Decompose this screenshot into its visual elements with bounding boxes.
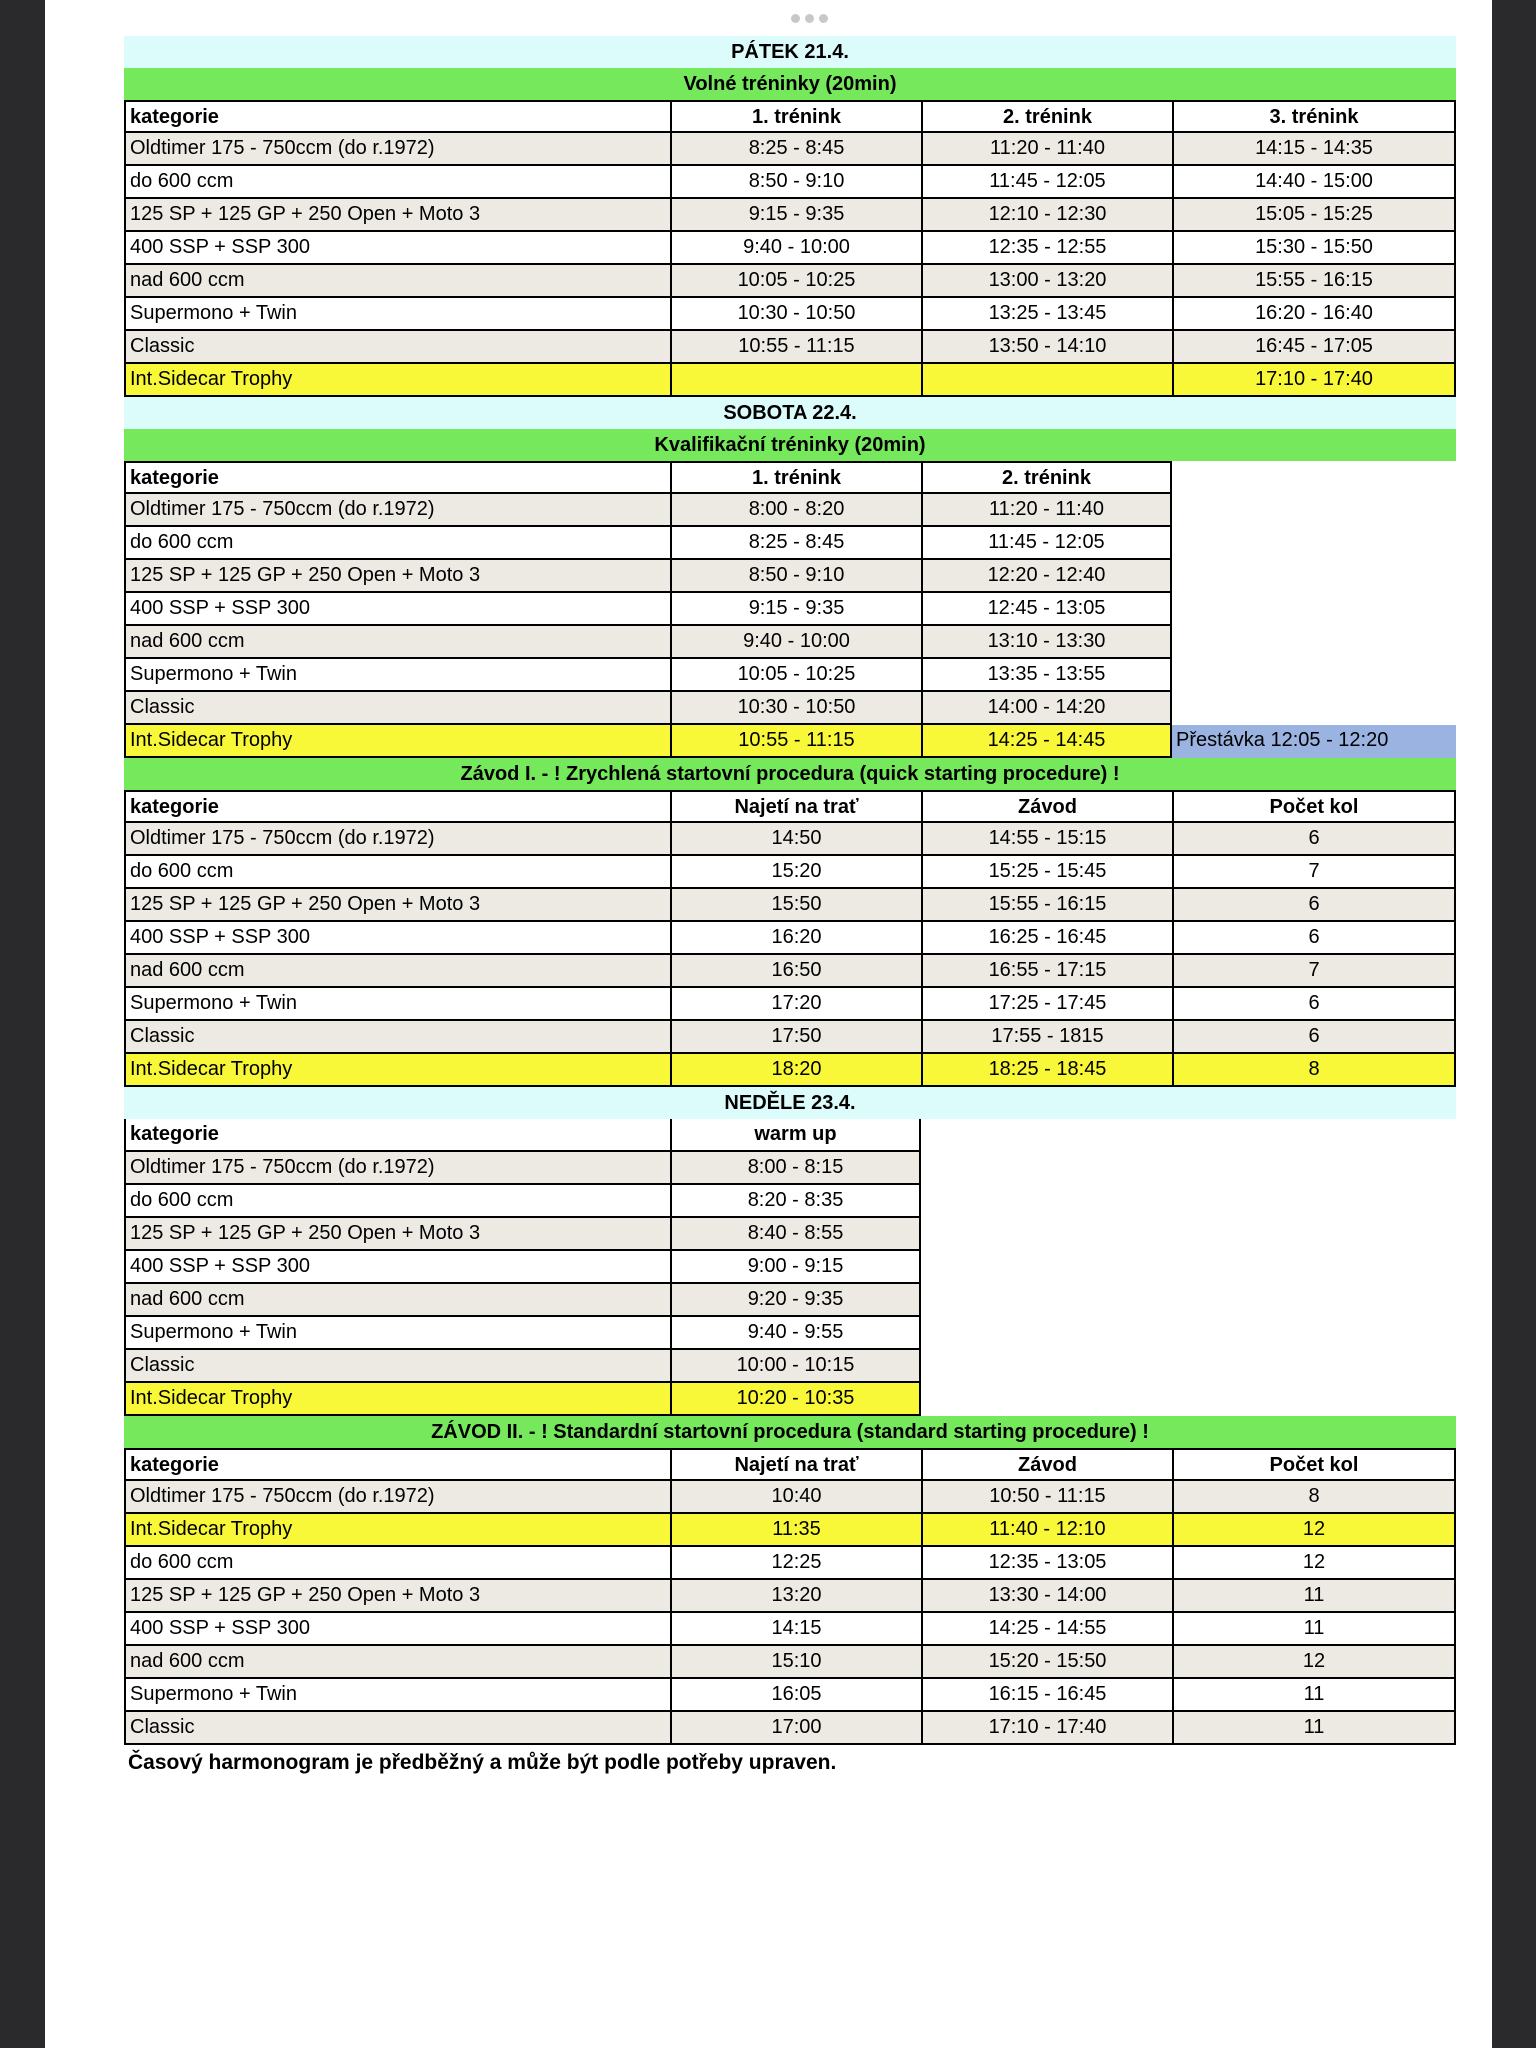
time-cell: 13:25 - 13:45 [921, 298, 1172, 331]
time-cell: 11:20 - 11:40 [921, 133, 1172, 166]
category-cell: Oldtimer 175 - 750ccm (do r.1972) [124, 133, 670, 166]
time-cell: 11:45 - 12:05 [921, 166, 1172, 199]
category-cell: Oldtimer 175 - 750ccm (do r.1972) [124, 1152, 670, 1185]
table-row [124, 988, 1456, 1021]
time-cell: 9:20 - 9:35 [670, 1284, 921, 1317]
time-cell: 10:50 - 11:15 [921, 1481, 1172, 1514]
time-cell: 11:40 - 12:10 [921, 1514, 1172, 1547]
table-row [124, 1580, 1456, 1613]
table-row [124, 265, 1456, 298]
section-heading-qualifying: Kvalifikační tréninky (20min) [124, 429, 1456, 461]
time-cell: 10:05 - 10:25 [670, 659, 921, 692]
time-cell: 14:40 - 15:00 [1172, 166, 1456, 199]
header-cell: Počet kol [1172, 790, 1456, 823]
time-cell: 13:00 - 13:20 [921, 265, 1172, 298]
race-2-table [124, 1448, 1456, 1745]
time-cell: 12:10 - 12:30 [921, 199, 1172, 232]
table-row [124, 955, 1456, 988]
table-row [124, 1646, 1456, 1679]
time-cell: 17:55 - 1815 [921, 1021, 1172, 1054]
time-cell: 14:25 - 14:55 [921, 1613, 1172, 1646]
table-row [124, 232, 1456, 265]
time-cell: 14:15 - 14:35 [1172, 133, 1456, 166]
table-row-sidecar [124, 725, 1456, 758]
day-heading-sunday: NEDĚLE 23.4. [124, 1087, 1456, 1119]
category-cell: nad 600 ccm [124, 626, 670, 659]
laps-cell: 6 [1172, 988, 1456, 1021]
time-cell: 14:55 - 15:15 [921, 823, 1172, 856]
day-heading-saturday: SOBOTA 22.4. [124, 397, 1456, 429]
laps-cell: 11 [1172, 1580, 1456, 1613]
category-cell: Supermono + Twin [124, 1679, 670, 1712]
table-header-row [124, 100, 1456, 133]
time-cell: 8:25 - 8:45 [670, 133, 921, 166]
category-cell: 400 SSP + SSP 300 [124, 922, 670, 955]
time-cell: 12:35 - 12:55 [921, 232, 1172, 265]
time-cell: 10:30 - 10:50 [670, 692, 921, 725]
time-cell: 17:20 [670, 988, 921, 1021]
category-cell: Int.Sidecar Trophy [124, 1383, 670, 1416]
table-row [124, 922, 1456, 955]
time-cell: 16:15 - 16:45 [921, 1679, 1172, 1712]
time-cell: 10:40 [670, 1481, 921, 1514]
time-cell: 16:20 - 16:40 [1172, 298, 1456, 331]
time-cell: 15:30 - 15:50 [1172, 232, 1456, 265]
time-cell: 9:15 - 9:35 [670, 593, 921, 626]
time-cell: 15:50 [670, 889, 921, 922]
time-cell: 9:40 - 10:00 [670, 626, 921, 659]
header-cell: 1. trénink [670, 100, 921, 133]
category-cell: nad 600 ccm [124, 1646, 670, 1679]
time-cell: 11:45 - 12:05 [921, 527, 1172, 560]
laps-cell: 12 [1172, 1514, 1456, 1547]
table-row [124, 1251, 1456, 1284]
category-cell: do 600 ccm [124, 166, 670, 199]
header-cell: kategorie [124, 100, 670, 133]
category-cell: Supermono + Twin [124, 659, 670, 692]
category-cell: Oldtimer 175 - 750ccm (do r.1972) [124, 494, 670, 527]
laps-cell: 7 [1172, 856, 1456, 889]
table-row [124, 856, 1456, 889]
table-row [124, 823, 1456, 856]
table-row [124, 560, 1456, 593]
category-cell: Int.Sidecar Trophy [124, 1054, 670, 1087]
time-cell: 13:10 - 13:30 [921, 626, 1172, 659]
time-cell: 18:25 - 18:45 [921, 1054, 1172, 1087]
category-cell: 400 SSP + SSP 300 [124, 1251, 670, 1284]
time-cell [670, 364, 921, 397]
category-cell: 125 SP + 125 GP + 250 Open + Moto 3 [124, 560, 670, 593]
category-cell: nad 600 ccm [124, 1284, 670, 1317]
table-row [124, 1284, 1456, 1317]
time-cell: 12:35 - 13:05 [921, 1547, 1172, 1580]
category-cell: 400 SSP + SSP 300 [124, 232, 670, 265]
time-cell: 9:00 - 9:15 [670, 1251, 921, 1284]
header-cell: 2. trénink [921, 100, 1172, 133]
section-heading-race-1: Závod I. - ! Zrychlená startovní procedura (quick starting procedure) ! [124, 758, 1456, 790]
time-cell: 10:00 - 10:15 [670, 1350, 921, 1383]
header-cell: Najetí na trať [670, 1448, 921, 1481]
category-cell: 400 SSP + SSP 300 [124, 1613, 670, 1646]
time-cell: 14:15 [670, 1613, 921, 1646]
table-row [124, 692, 1456, 725]
race-1-table [124, 790, 1456, 1087]
laps-cell: 6 [1172, 922, 1456, 955]
laps-cell: 11 [1172, 1613, 1456, 1646]
category-cell: nad 600 ccm [124, 265, 670, 298]
category-cell: Supermono + Twin [124, 988, 670, 1021]
time-cell: 9:15 - 9:35 [670, 199, 921, 232]
table-header-row [124, 461, 1456, 494]
time-cell: 11:35 [670, 1514, 921, 1547]
category-cell: Classic [124, 331, 670, 364]
free-practice-table [124, 100, 1456, 397]
header-cell: kategorie [124, 461, 670, 494]
category-cell: Classic [124, 1021, 670, 1054]
category-cell: 400 SSP + SSP 300 [124, 593, 670, 626]
table-row-sidecar [124, 1054, 1456, 1087]
time-cell: 17:25 - 17:45 [921, 988, 1172, 1021]
time-cell: 10:55 - 11:15 [670, 331, 921, 364]
category-cell: Classic [124, 1712, 670, 1745]
category-cell: Supermono + Twin [124, 298, 670, 331]
header-cell: Počet kol [1172, 1448, 1456, 1481]
table-row [124, 1613, 1456, 1646]
table-row [124, 527, 1456, 560]
section-heading-free-practice: Volné tréninky (20min) [124, 68, 1456, 100]
table-row [124, 166, 1456, 199]
category-cell: Int.Sidecar Trophy [124, 1514, 670, 1547]
header-cell: kategorie [124, 790, 670, 823]
table-row [124, 889, 1456, 922]
category-cell: 125 SP + 125 GP + 250 Open + Moto 3 [124, 1580, 670, 1613]
time-cell: 8:50 - 9:10 [670, 560, 921, 593]
time-cell: 8:20 - 8:35 [670, 1185, 921, 1218]
category-cell: Classic [124, 692, 670, 725]
category-cell: nad 600 ccm [124, 955, 670, 988]
time-cell: 15:05 - 15:25 [1172, 199, 1456, 232]
table-row [124, 626, 1456, 659]
time-cell: 12:20 - 12:40 [921, 560, 1172, 593]
time-cell: 17:10 - 17:40 [921, 1712, 1172, 1745]
time-cell: 16:25 - 16:45 [921, 922, 1172, 955]
category-cell: do 600 ccm [124, 1185, 670, 1218]
footnote: Časový harmonogram je předběžný a může být podle potřeby upraven. [128, 1751, 837, 1774]
category-cell: 125 SP + 125 GP + 250 Open + Moto 3 [124, 1218, 670, 1251]
time-cell: 10:05 - 10:25 [670, 265, 921, 298]
table-row-sidecar [124, 364, 1456, 397]
time-cell: 13:20 [670, 1580, 921, 1613]
time-cell: 16:45 - 17:05 [1172, 331, 1456, 364]
more-options-icon[interactable] [791, 14, 828, 23]
category-cell: Oldtimer 175 - 750ccm (do r.1972) [124, 1481, 670, 1514]
header-cell: Závod [921, 1448, 1172, 1481]
document-page [45, 0, 1492, 2048]
laps-cell: 8 [1172, 1481, 1456, 1514]
time-cell: 17:50 [670, 1021, 921, 1054]
time-cell: 10:20 - 10:35 [670, 1383, 921, 1416]
race-schedule [124, 36, 1456, 1775]
table-row [124, 298, 1456, 331]
table-row [124, 1547, 1456, 1580]
category-cell: do 600 ccm [124, 527, 670, 560]
qualifying-table [124, 461, 1456, 758]
time-cell: 15:55 - 16:15 [1172, 265, 1456, 298]
laps-cell: 7 [1172, 955, 1456, 988]
time-cell: 12:45 - 13:05 [921, 593, 1172, 626]
laps-cell: 6 [1172, 1021, 1456, 1054]
laps-cell: 11 [1172, 1679, 1456, 1712]
time-cell: 8:00 - 8:15 [670, 1152, 921, 1185]
time-cell: 14:25 - 14:45 [921, 725, 1172, 758]
table-row [124, 494, 1456, 527]
time-cell: 17:00 [670, 1712, 921, 1745]
table-header-row [124, 790, 1456, 823]
time-cell: 15:20 - 15:50 [921, 1646, 1172, 1679]
time-cell: 14:50 [670, 823, 921, 856]
table-row [124, 1317, 1456, 1350]
table-header-row [124, 1119, 1456, 1152]
laps-cell: 6 [1172, 889, 1456, 922]
laps-cell: 12 [1172, 1547, 1456, 1580]
time-cell: 16:55 - 17:15 [921, 955, 1172, 988]
laps-cell: 12 [1172, 1646, 1456, 1679]
time-cell: 8:25 - 8:45 [670, 527, 921, 560]
category-cell: Classic [124, 1350, 670, 1383]
table-row [124, 199, 1456, 232]
table-row [124, 1350, 1456, 1383]
time-cell: 9:40 - 9:55 [670, 1317, 921, 1350]
time-cell: 13:30 - 14:00 [921, 1580, 1172, 1613]
header-cell: Závod [921, 790, 1172, 823]
table-header-row [124, 1448, 1456, 1481]
time-cell: 16:05 [670, 1679, 921, 1712]
time-cell: 8:40 - 8:55 [670, 1218, 921, 1251]
category-cell: Int.Sidecar Trophy [124, 725, 670, 758]
table-row [124, 1218, 1456, 1251]
time-cell: 15:55 - 16:15 [921, 889, 1172, 922]
time-cell: 8:50 - 9:10 [670, 166, 921, 199]
time-cell: 18:20 [670, 1054, 921, 1087]
table-row [124, 1712, 1456, 1745]
header-cell: 1. trénink [670, 461, 921, 494]
time-cell: 15:25 - 15:45 [921, 856, 1172, 889]
time-cell: 8:00 - 8:20 [670, 494, 921, 527]
category-cell: Oldtimer 175 - 750ccm (do r.1972) [124, 823, 670, 856]
time-cell: 15:10 [670, 1646, 921, 1679]
table-row [124, 133, 1456, 166]
category-cell: do 600 ccm [124, 856, 670, 889]
laps-cell: 6 [1172, 823, 1456, 856]
table-row [124, 593, 1456, 626]
category-cell: 125 SP + 125 GP + 250 Open + Moto 3 [124, 889, 670, 922]
time-cell: 12:25 [670, 1547, 921, 1580]
table-row [124, 1021, 1456, 1054]
header-cell: warm up [670, 1119, 921, 1152]
time-cell: 14:00 - 14:20 [921, 692, 1172, 725]
header-cell: 3. trénink [1172, 100, 1456, 133]
category-cell: Int.Sidecar Trophy [124, 364, 670, 397]
day-heading-friday: PÁTEK 21.4. [124, 36, 1456, 68]
time-cell: 13:50 - 14:10 [921, 331, 1172, 364]
time-cell: 17:10 - 17:40 [1172, 364, 1456, 397]
warmup-table [124, 1119, 1456, 1416]
time-cell [921, 364, 1172, 397]
time-cell: 10:55 - 11:15 [670, 725, 921, 758]
category-cell: 125 SP + 125 GP + 250 Open + Moto 3 [124, 199, 670, 232]
header-cell: kategorie [124, 1448, 670, 1481]
table-row-sidecar [124, 1514, 1456, 1547]
table-row [124, 1152, 1456, 1185]
time-cell: 16:20 [670, 922, 921, 955]
time-cell: 11:20 - 11:40 [921, 494, 1172, 527]
time-cell: 13:35 - 13:55 [921, 659, 1172, 692]
header-cell: Najetí na trať [670, 790, 921, 823]
time-cell: 16:50 [670, 955, 921, 988]
table-row [124, 1679, 1456, 1712]
time-cell: 15:20 [670, 856, 921, 889]
time-cell: 10:30 - 10:50 [670, 298, 921, 331]
category-cell: Supermono + Twin [124, 1317, 670, 1350]
table-row [124, 1481, 1456, 1514]
header-cell: kategorie [124, 1119, 670, 1152]
section-heading-race-2: ZÁVOD II. - ! Standardní startovní procedura (standard starting procedure) ! [124, 1416, 1456, 1448]
table-row [124, 331, 1456, 364]
header-cell: 2. trénink [921, 461, 1172, 494]
laps-cell: 8 [1172, 1054, 1456, 1087]
table-row-sidecar [124, 1383, 1456, 1416]
category-cell: do 600 ccm [124, 1547, 670, 1580]
table-row [124, 659, 1456, 692]
table-row [124, 1185, 1456, 1218]
break-note: Přestávka 12:05 - 12:20 [1172, 725, 1456, 758]
laps-cell: 11 [1172, 1712, 1456, 1745]
time-cell: 9:40 - 10:00 [670, 232, 921, 265]
